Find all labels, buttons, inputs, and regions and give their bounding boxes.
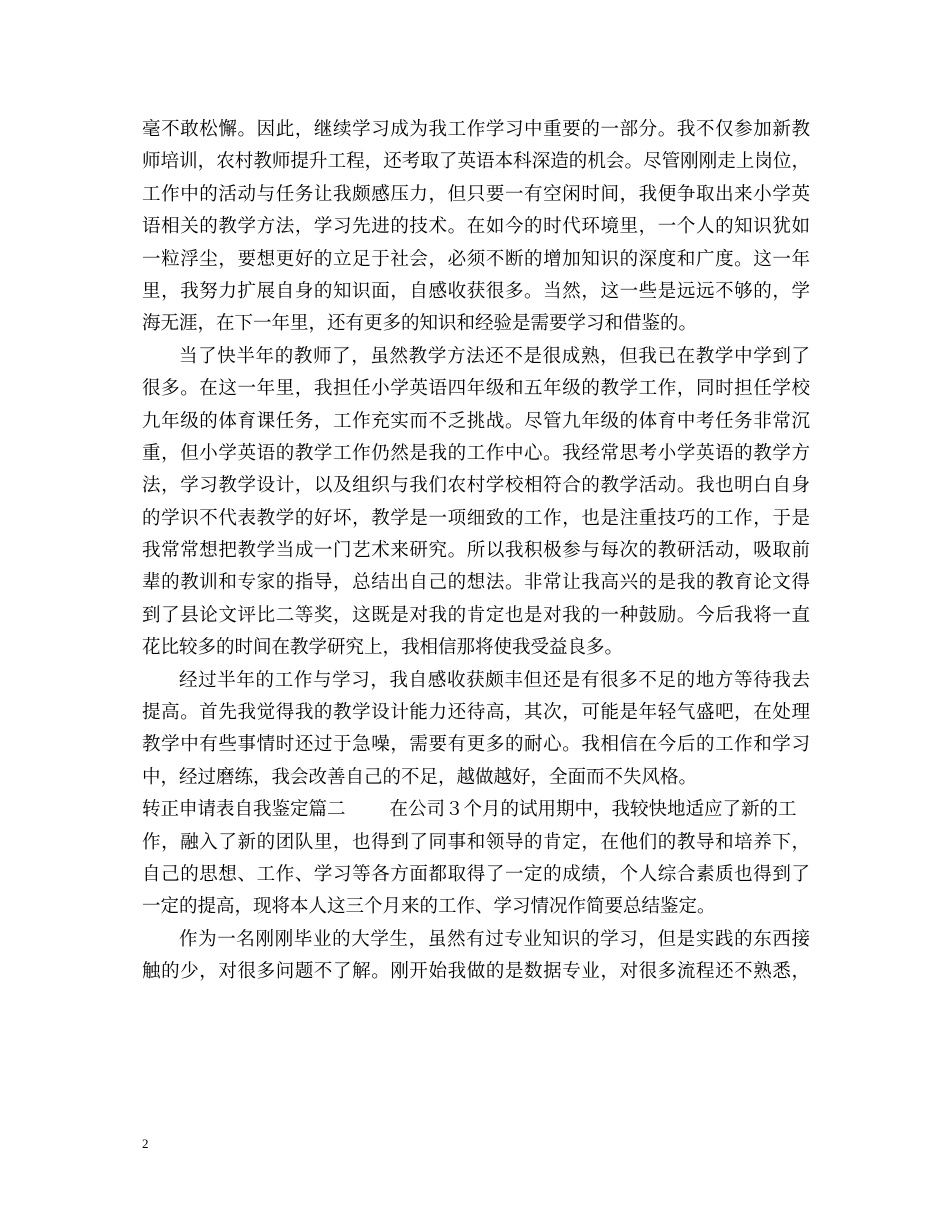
text-line: 工作中的活动与任务让我颇感压力，但只要一有空闲时间，我便争取出来小学英: [142, 183, 810, 205]
text-line: 花比较多的时间在教学研究上，我相信那将使我受益良多。: [142, 637, 624, 659]
text-line: 作为一名刚刚毕业的大学生，虽然有过专业知识的学习，但是实践的东西接: [179, 928, 810, 950]
text-line: 毫不敢松懈。因此，继续学习成为我工作学习中重要的一部分。我不仅参加新教: [142, 119, 810, 140]
document-body: [142, 114, 810, 989]
text-line: 提高。首先我觉得我的教学设计能力还待高，其次，可能是年轻气盛吧，在处理: [142, 702, 810, 724]
text-line: 当了快半年的教师了，虽然教学方法还不是很成熟，但我已在教学中学到了: [179, 345, 810, 367]
text-line: 教学中有些事情时还过于急噪，需要有更多的耐心。我相信在今后的工作和学习: [142, 734, 810, 756]
text-line: 辈的教训和专家的指导，总结出自己的想法。非常让我高兴的是我的教育论文得: [142, 572, 810, 594]
text-line: 里，我努力扩展自身的知识面，自感收获很多。当然，这一些是远远不够的，学: [142, 280, 810, 302]
section-heading: 转正申请表自我鉴定篇二: [142, 799, 346, 821]
text-line: 海无涯，在下一年里，还有更多的知识和经验是需要学习和借鉴的。: [142, 313, 698, 335]
page-number: 2: [142, 1136, 149, 1151]
text-line: 触的少，对很多问题不了解。刚开始我做的是数据专业，对很多流程还不熟悉，: [142, 961, 810, 983]
paragraph-closing: [142, 924, 810, 989]
text-line: 语相关的教学方法，学习先进的技术。在如今的时代环境里，一个人的知识犹如: [142, 216, 810, 238]
paragraph-3: [142, 665, 810, 795]
text-line: 一粒浮尘，要想更好的立足于社会，必须不断的增加知识的深度和广度。这一年: [142, 248, 810, 270]
paragraph-1: [142, 114, 810, 341]
text-line: 经过半年的工作与学习，我自感收获颇丰但还是有很多不足的地方等待我去: [179, 669, 810, 691]
text-line: 中，经过磨练，我会改善自己的不足，越做越好，全面而不失风格。: [142, 766, 698, 788]
text-line: 很多。在这一年里，我担任小学英语四年级和五年级的教学工作，同时担任学校: [142, 378, 810, 400]
text-line: 法，学习教学设计，以及组织与我们农村学校相符合的教学活动。我也明白自身: [142, 475, 810, 497]
text-line: 到了县论文评比二等奖，这既是对我的肯定也是对我的一种鼓励。今后我将一直: [142, 604, 810, 626]
text-line: 自己的思想、工作、学习等各方面都取得了一定的成绩，个人综合素质也得到了: [142, 863, 810, 885]
text-line: 作，融入了新的团队里，也得到了同事和领导的肯定，在他们的教导和培养下，: [142, 831, 810, 853]
text-line: 一定的提高，现将本人这三个月来的工作、学习情况作简要总结鉴定。: [142, 896, 716, 918]
text-line: 师培训，农村教师提升工程，还考取了英语本科深造的机会。尽管刚刚走上岗位，: [142, 151, 810, 173]
section-two: [142, 794, 810, 924]
section-heading-line: [142, 794, 810, 826]
text-line: 的学识不代表教学的好坏，教学是一项细致的工作，也是注重技巧的工作，于是: [142, 507, 810, 529]
text-line: 我常常想把教学当成一门艺术来研究。所以我积极参与每次的教研活动，吸取前: [142, 540, 810, 562]
paragraph-2: [142, 341, 810, 665]
section-first-line-text: 在公司３个月的试用期中，我较快地适应了新的工: [389, 799, 797, 821]
text-line: 九年级的体育课任务，工作充实而不乏挑战。尽管九年级的体育中考任务非常沉: [142, 410, 810, 432]
text-line: 重，但小学英语的教学工作仍然是我的工作中心。我经常思考小学英语的教学方: [142, 442, 810, 464]
